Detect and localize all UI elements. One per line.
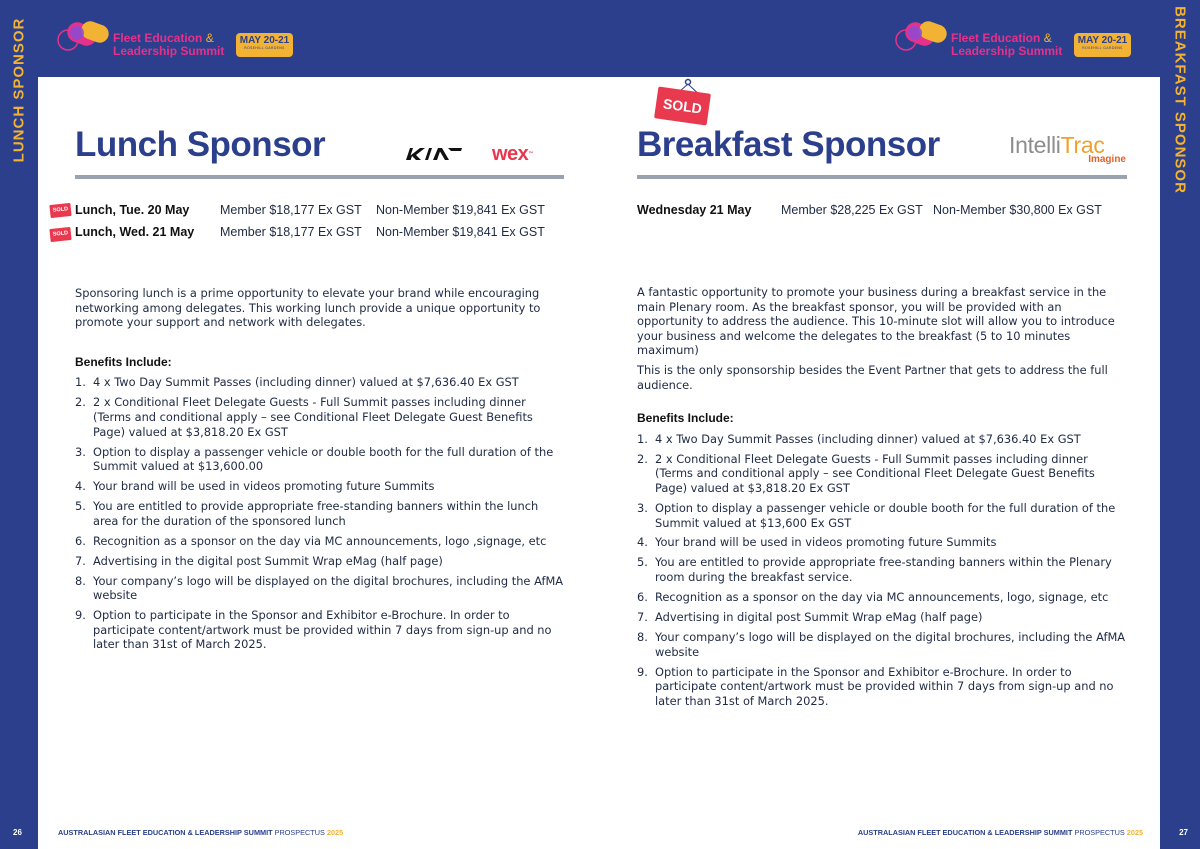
event-logo-title (113, 32, 224, 57)
footer-main: AUSTRALASIAN FLEET EDUCATION & LEADERSHIP SUMMIT (58, 828, 273, 837)
left-footer (58, 828, 343, 837)
breakfast-nonmember-price: Non-Member $30,800 Ex GST (933, 203, 1102, 217)
event-venue: ROSEHILL GARDENS (244, 46, 285, 50)
right-page-number: 27 (1179, 828, 1188, 837)
wex-logo: wex™ (492, 143, 533, 165)
event-title-line2: Leadership Summit (951, 43, 1063, 58)
benefit-text: Option to participate in the Sponsor and Exhibitor e-Brochure. In order to participate content/artwork must be provided within 7 days from sign-up and no later than 31st of March 2025. (93, 608, 552, 652)
footer-year: 2025 (1126, 828, 1143, 837)
benefit-text: Advertising in the digital post Summit Wrap eMag (half page) (93, 553, 443, 568)
breakfast-description-2: This is the only sponsorship besides the Event Partner that gets to address the full audience. (637, 362, 1108, 392)
event-title-line2: Leadership Summit (113, 43, 225, 58)
footer-prospectus: PROSPECTUS (1074, 828, 1125, 837)
list-item: 1. 4 x Two Day Summit Passes (including dinner) valued at $7,636.40 Ex GST (75, 375, 519, 390)
benefit-text: Option to display a passenger vehicle or double booth for the full duration of the Summit valued at $13,600.00 (93, 444, 554, 474)
benefit-text: Option to participate in the Sponsor and Exhibitor e-Brochure. In order to participate content/artwork must be provided within 7 days from sign-up and no later than 31st of March 2025. (655, 664, 1114, 708)
breakfast-benefits-list (637, 432, 1129, 709)
kia-logo-icon (404, 146, 464, 162)
lunch-tue-label: Lunch, Tue. 20 May (75, 203, 190, 217)
list-item: 3. Option to display a passenger vehicle or double booth for the full duration of the Summit valued at $13,600.00 (75, 444, 554, 474)
list-item: 7. Advertising in digital post Summit Wrap eMag (half page) (637, 610, 983, 625)
list-item: 2. 2 x Conditional Fleet Delegate Guests - Full Summit passes including dinner (Terms and conditional apply – see Conditional Fleet Delegate Guest Benefits Page) valued at $3,818.20 Ex GST (75, 395, 533, 439)
intellitrac-logo-part2: Trac (1060, 132, 1105, 158)
breakfast-sold-badge: SOLD (654, 86, 711, 125)
footer-year: 2025 (326, 828, 344, 837)
lunch-body (75, 286, 565, 657)
breakfast-body (637, 285, 1129, 714)
list-item: 3. Option to display a passenger vehicle or double booth for the full duration of the Summit valued at $13,600 Ex GST (637, 500, 1116, 530)
sold-badge-wed: SOLD (49, 227, 71, 242)
lunch-description: Sponsoring lunch is a prime opportunity to elevate your brand while encouraging networking among delegates. This working lunch provide a unique opportunity to promote your support and network with delegates. (75, 286, 541, 330)
lunch-tue-member-price: Member $18,177 Ex GST (220, 203, 362, 217)
right-footer (858, 828, 1143, 837)
benefit-text: Recognition as a sponsor on the day via MC announcements, logo, signage, etc (655, 590, 1109, 605)
breakfast-title-rule (637, 175, 1127, 179)
list-item: 1. 4 x Two Day Summit Passes (including dinner) valued at $7,636.40 Ex GST (637, 431, 1081, 446)
left-page-number: 26 (13, 828, 22, 837)
event-date: MAY 20-21 (1077, 35, 1128, 46)
list-item: 5. You are entitled to provide appropriate free-standing banners within the Plenary room during the breakfast service. (637, 555, 1112, 585)
benefit-text: Recognition as a sponsor on the day via MC announcements, logo ,signage, etc (93, 533, 547, 548)
lunch-price-row-wed (75, 225, 555, 241)
list-item: 9. Option to participate in the Sponsor and Exhibitor e-Brochure. In order to participate content/artwork must be provided within 7 days from sign-up and no later than 31st of March 2025. (637, 664, 1114, 708)
event-venue: ROSEHILL GARDENS (1082, 46, 1123, 50)
event-logo-circles-icon (57, 20, 112, 54)
list-item: 8. Your company’s logo will be displayed on the digital brochures, including the AfMA website (637, 630, 1126, 659)
event-logo-circles-icon (895, 20, 950, 54)
intellitrac-logo-part1: Intelli (1009, 132, 1061, 158)
lunch-benefits-list (75, 375, 565, 652)
benefit-text: Your company’s logo will be displayed on the digital brochures, including the AfMA website (655, 630, 1126, 659)
lunch-wed-member-price: Member $18,177 Ex GST (220, 225, 362, 239)
event-date-badge (1074, 33, 1131, 57)
list-item: 5. You are entitled to provide appropriate free-standing banners within the lunch area for the duration of the sponsored lunch (75, 499, 539, 528)
breakfast-label: Wednesday 21 May (637, 203, 752, 217)
event-date: MAY 20-21 (239, 35, 290, 46)
event-title-line1: Fleet Education (951, 31, 1041, 45)
benefit-text: 2 x Conditional Fleet Delegate Guests - Full Summit passes including dinner (Terms and conditional apply – see Conditional Fleet Delegate Guest Benefits Page) valued at $3,818.20 Ex GST (93, 395, 533, 439)
intellitrac-logo (1009, 132, 1126, 165)
benefit-text: Advertising in digital post Summit Wrap eMag (half page) (655, 610, 983, 625)
list-item: 8. Your company’s logo will be displayed on the digital brochures, including the AfMA website (75, 573, 564, 603)
wex-logo-text: wex (492, 143, 529, 165)
breakfast-member-price: Member $28,225 Ex GST (781, 203, 923, 217)
footer-main: AUSTRALASIAN FLEET EDUCATION & LEADERSHIP SUMMIT (857, 828, 1073, 837)
left-side-label: LUNCH SPONSOR (10, 17, 28, 163)
left-side-bar (0, 0, 38, 849)
event-title-amp: & (1043, 31, 1052, 45)
benefit-text: Option to display a passenger vehicle or double booth for the full duration of the Summit valued at $13,600 Ex GST (655, 500, 1116, 530)
list-item: 9. Option to participate in the Sponsor and Exhibitor e-Brochure. In order to participate content/artwork must be provided within 7 days from sign-up and no later than 31st of March 2025. (75, 608, 552, 652)
lunch-tue-nonmember-price: Non-Member $19,841 Ex GST (376, 203, 545, 217)
breakfast-sponsor-title: Breakfast Sponsor (637, 125, 940, 164)
benefit-text: You are entitled to provide appropriate free-standing banners within the lunch area for the duration of the sponsored lunch (93, 499, 539, 528)
benefit-text: Your brand will be used in videos promoting future Summits (93, 479, 435, 494)
benefit-text: 2 x Conditional Fleet Delegate Guests - Full Summit passes including dinner (Terms and conditional apply – see Conditional Fleet Delegate Guest Benefits Page) valued at $3,818.20 Ex GST (655, 451, 1095, 495)
lunch-benefits-heading: Benefits Include: (75, 354, 172, 369)
lunch-wed-nonmember-price: Non-Member $19,841 Ex GST (376, 225, 545, 239)
event-logo-title (951, 32, 1062, 57)
list-item: 6. Recognition as a sponsor on the day via MC announcements, logo, signage, etc (637, 590, 1109, 605)
right-side-bar (1160, 0, 1200, 849)
benefit-text: Your brand will be used in videos promoting future Summits (655, 535, 997, 550)
list-item: 7. Advertising in the digital post Summit Wrap eMag (half page) (75, 553, 443, 568)
benefit-text: You are entitled to provide appropriate free-standing banners within the Plenary room during the breakfast service. (655, 555, 1112, 585)
benefit-text: Your company’s logo will be displayed on the digital brochures, including the AfMA website (93, 573, 564, 603)
event-title-line1: Fleet Education (113, 31, 203, 45)
breakfast-price-row (637, 203, 1127, 219)
benefit-text: 4 x Two Day Summit Passes (including dinner) valued at $7,636.40 Ex GST (93, 375, 519, 390)
footer-prospectus: PROSPECTUS (274, 828, 325, 837)
lunch-sponsor-title: Lunch Sponsor (75, 125, 326, 164)
breakfast-benefits-heading: Benefits Include: (637, 411, 734, 426)
lunch-wed-label: Lunch, Wed. 21 May (75, 225, 195, 239)
event-title-amp: & (205, 31, 214, 45)
lunch-title-rule (75, 175, 564, 179)
event-date-badge (236, 33, 293, 57)
breakfast-description-1: A fantastic opportunity to promote your business during a breakfast service in the main Plenary room. As the breakfast sponsor, you will be provided with an opportunity to address the audience. This 10-minute slot will allow you to introduce your business and welcome the delegates to the breakfast (5 to 10 minutes maximum) (637, 285, 1115, 358)
list-item: 4. Your brand will be used in videos promoting future Summits (637, 535, 997, 550)
benefit-text: 4 x Two Day Summit Passes (including dinner) valued at $7,636.40 Ex GST (655, 431, 1081, 446)
lunch-price-row-tue (75, 203, 555, 219)
list-item: 2. 2 x Conditional Fleet Delegate Guests - Full Summit passes including dinner (Terms and conditional apply – see Conditional Fleet Delegate Guest Benefits Page) valued at $3,818.20 Ex GST (637, 451, 1095, 495)
intellitrac-tagline: Imagine (1088, 154, 1126, 165)
sold-badge-tue: SOLD (49, 203, 71, 218)
list-item: 6. Recognition as a sponsor on the day via MC announcements, logo ,signage, etc (75, 533, 547, 548)
list-item: 4. Your brand will be used in videos promoting future Summits (75, 479, 435, 494)
right-side-label: BREAKFAST SPONSOR (1171, 6, 1189, 194)
